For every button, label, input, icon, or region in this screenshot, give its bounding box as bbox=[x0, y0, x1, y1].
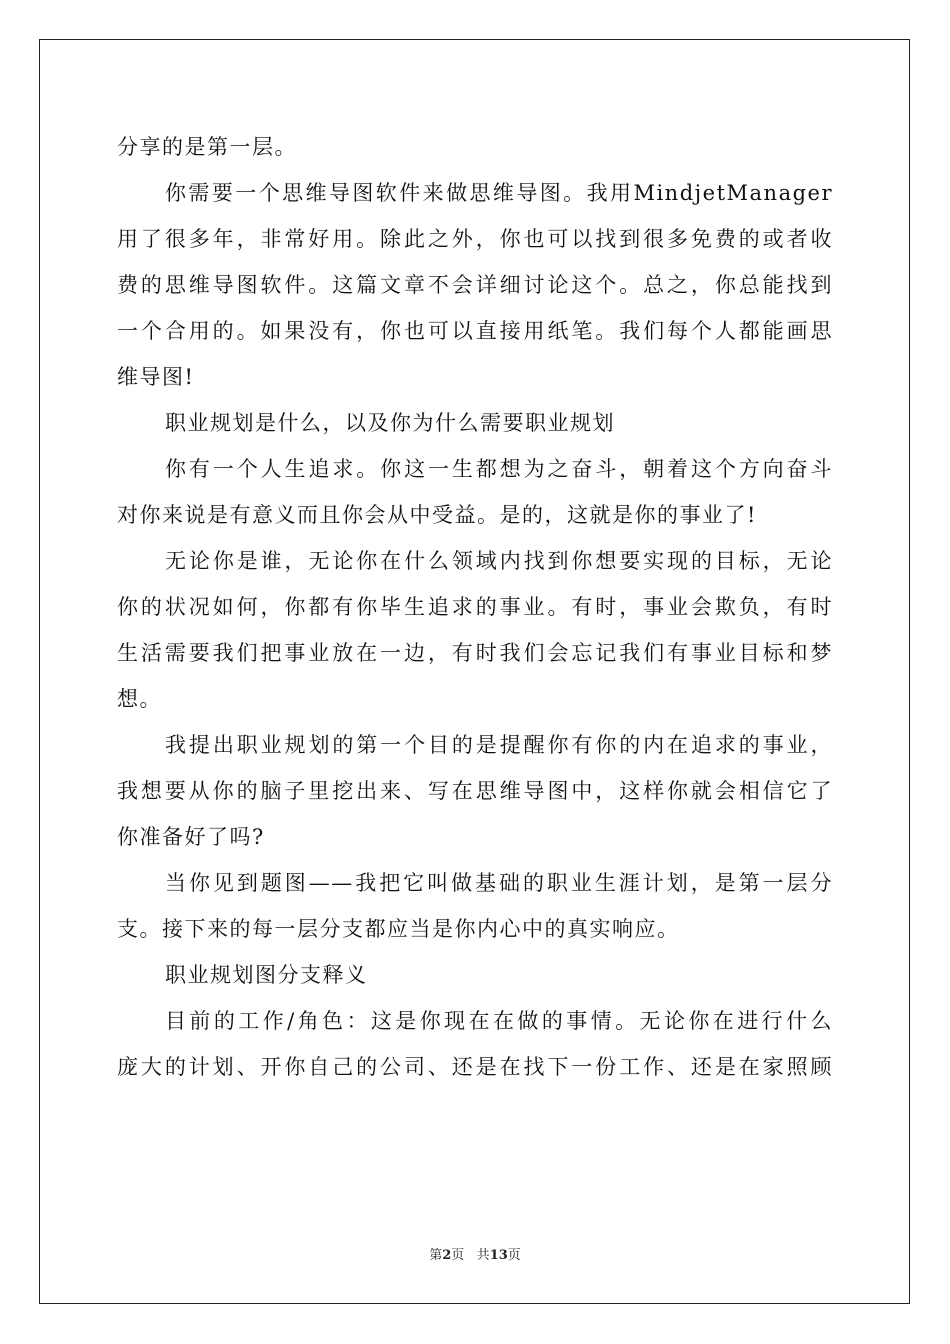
text-line: 无论你是谁，无论你在什么领域内找到你想要实现的目标，无论 bbox=[165, 549, 833, 573]
section-heading: 职业规划是什么，以及你为什么需要职业规划 bbox=[165, 411, 615, 435]
text-line: 生活需要我们把事业放在一边，有时我们会忘记我们有事业目标和梦 bbox=[117, 641, 833, 665]
page-footer bbox=[0, 1246, 950, 1266]
section-heading: 职业规划图分支释义 bbox=[165, 963, 368, 987]
total-suffix: 页 bbox=[507, 1248, 521, 1263]
text-line: 目前的工作/角色：这是你现在在做的事情。无论你在进行什么 bbox=[165, 1009, 833, 1033]
text-line: 维导图! bbox=[117, 365, 195, 389]
text-line: 一个合用的。如果没有，你也可以直接用纸笔。我们每个人都能画思 bbox=[117, 319, 833, 343]
text-line: 当你见到题图——我把它叫做基础的职业生涯计划，是第一层分 bbox=[165, 871, 833, 895]
text-line: 对你来说是有意义而且你会从中受益。是的，这就是你的事业了! bbox=[117, 503, 757, 527]
text-line: 费的思维导图软件。这篇文章不会详细讨论这个。总之，你总能找到 bbox=[117, 273, 833, 297]
text-line: 你需要一个思维导图软件来做思维导图。我用MindjetManager bbox=[165, 181, 833, 205]
text-line: 我提出职业规划的第一个目的是提醒你有你的内在追求的事业， bbox=[165, 733, 833, 757]
page-suffix: 页 bbox=[451, 1248, 465, 1263]
text-line: 我想要从你的脑子里挖出来、写在思维导图中，这样你就会相信它了 bbox=[117, 779, 833, 803]
page-prefix: 第 bbox=[429, 1248, 443, 1263]
text-line: 你有一个人生追求。你这一生都想为之奋斗，朝着这个方向奋斗 bbox=[165, 457, 833, 481]
total-prefix: 共 bbox=[476, 1248, 490, 1263]
text-line: 用了很多年，非常好用。除此之外，你也可以找到很多免费的或者收 bbox=[117, 227, 833, 251]
text-line: 分享的是第一层。 bbox=[117, 135, 297, 159]
text-line: 想。 bbox=[117, 687, 162, 711]
page-number: 2 bbox=[442, 1248, 452, 1263]
text-line: 支。接下来的每一层分支都应当是你内心中的真实响应。 bbox=[117, 917, 680, 941]
text-line: 庞大的计划、开你自己的公司、还是在找下一份工作、还是在家照顾 bbox=[117, 1055, 833, 1079]
document-body bbox=[117, 124, 833, 1090]
total-pages: 13 bbox=[489, 1248, 508, 1263]
text-line: 你准备好了吗? bbox=[117, 825, 265, 849]
text-line: 你的状况如何，你都有你毕生追求的事业。有时，事业会欺负，有时 bbox=[117, 595, 833, 619]
